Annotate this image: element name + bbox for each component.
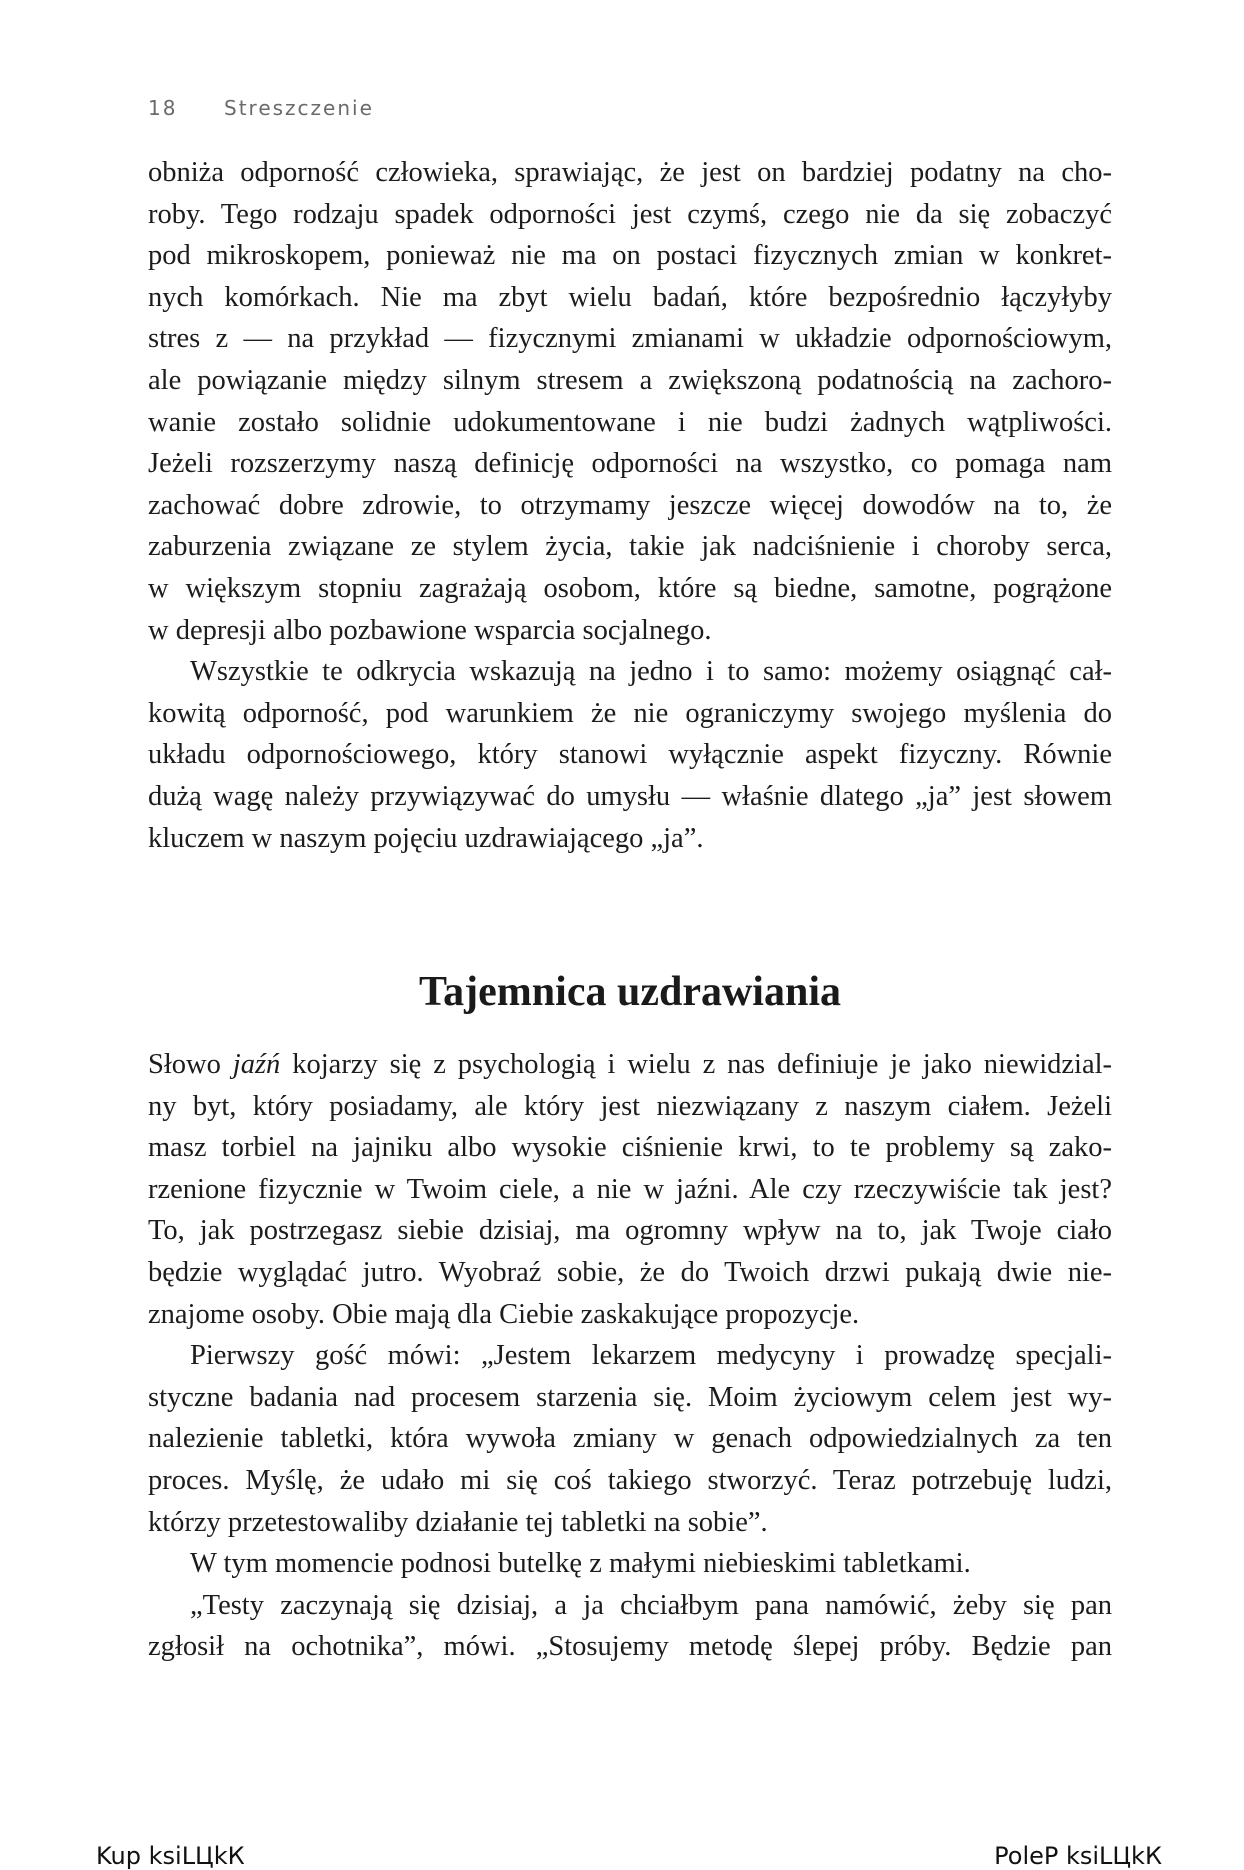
text-line: dużą wagę należy przywiązywać do umysłu — właśnie dlatego „ja” jest słowem <box>148 780 1112 812</box>
text-line: Wszystkie te odkrycia wskazują na jedno i to samo: możemy osiągnąć cał- <box>190 656 1112 688</box>
text-line: ny byt, który posiadamy, ale który jest niezwiązany z naszym ciałem. Jeżeli <box>148 1090 1112 1122</box>
text-line: nalezienie tabletki, która wywoła zmiany w genach odpowiedzialnych za ten <box>148 1423 1112 1455</box>
text-line: rzenione fizycznie w Twoim ciele, a nie w jaźni. Ale czy rzeczywiście tak jest? <box>148 1173 1112 1205</box>
text-line: ale powiązanie między silnym stresem a zwiększoną podatnością na zachoro- <box>148 364 1112 396</box>
buy-book-link[interactable]: Kup ksiLЦkК <box>96 1842 245 1870</box>
italic-term: jaźń <box>232 1049 281 1080</box>
text-line: w większym stopniu zagrażają osobom, które są biedne, samotne, pogrążone <box>148 572 1112 604</box>
text-line: którzy przetestowaliby działanie tej tabletki na sobie”. <box>148 1506 768 1538</box>
text-line: masz torbiel na jajniku albo wysokie ciśnienie krwi, to te problemy są zako- <box>148 1132 1112 1164</box>
running-head <box>148 96 374 120</box>
text-line: stres z — na przykład — fizycznymi zmianami w układzie odpornościowym, <box>148 323 1112 355</box>
text-line: kowitą odporność, pod warunkiem że nie ograniczymy swojego myślenia do <box>148 697 1112 729</box>
text-line: To, jak postrzegasz siebie dzisiaj, ma ogromny wpływ na to, jak Twoje ciało <box>148 1215 1112 1247</box>
text-line: wanie zostało solidnie udokumentowane i nie budzi żadnych wątpliwości. <box>148 406 1112 438</box>
text-line: proces. Myślę, że udało mi się coś takiego stworzyć. Teraz potrzebuję ludzi, <box>148 1464 1112 1496</box>
section-heading: Tajemnica uzdrawiania <box>419 969 841 1015</box>
text-line: Jeżeli rozszerzymy naszą definicję odporności na wszystko, co pomaga nam <box>148 448 1112 480</box>
text-line: zaburzenia związane ze stylem życia, takie jak nadciśnienie i choroby serca, <box>148 531 1112 563</box>
text-segment: Słowo <box>148 1049 233 1080</box>
text-line: kluczem w naszym pojęciu uzdrawiającego „ja”. <box>148 822 704 854</box>
recommend-book-link[interactable]: PoleР ksiLЦkК <box>994 1842 1162 1870</box>
text-line <box>148 1044 1112 1086</box>
section-2-text <box>148 1044 1112 1668</box>
text-line: „Testy zaczynają się dzisiaj, a ja chciałbym pana namówić, żeby się pan <box>190 1589 1112 1621</box>
text-line: W tym momencie podnosi butelkę z małymi niebieskimi tabletkami. <box>190 1548 971 1580</box>
text-line: zachować dobre zdrowie, to otrzymamy jeszcze więcej dowodów na to, że <box>148 489 1112 521</box>
text-line: pod mikroskopem, ponieważ nie ma on postaci fizycznych zmian w konkret- <box>148 240 1112 272</box>
running-title: Streszczenie <box>224 96 374 120</box>
text-line: styczne badania nad procesem starzenia się. Moim życiowym celem jest wy- <box>148 1381 1112 1413</box>
text-segment: kojarzy się z psychologią i wielu z nas definiuje je jako niewidzial- <box>280 1049 1112 1080</box>
text-line: roby. Tego rodzaju spadek odporności jest czymś, czego nie da się zobaczyć <box>148 198 1112 230</box>
text-line: obniża odporność człowieka, sprawiając, że jest on bardziej podatny na cho- <box>148 157 1112 188</box>
text-line: będzie wyglądać jutro. Wyobraź sobie, że do Twoich drzwi pukają dwie nie- <box>148 1256 1112 1288</box>
text-line: w depresji albo pozbawione wsparcia socjalnego. <box>148 614 712 646</box>
section-1-text <box>148 152 1112 859</box>
text-line: Pierwszy gość mówi: „Jestem lekarzem medycyny i prowadzę specjali- <box>190 1340 1112 1372</box>
page-number: 18 <box>148 96 178 120</box>
text-line: znajome osoby. Obie mają dla Ciebie zaskakujące propozycje. <box>148 1298 860 1330</box>
text-line: zgłosił na ochotnika”, mówi. „Stosujemy metodę ślepej próby. Będzie pan <box>148 1631 1112 1663</box>
text-line: układu odpornościowego, który stanowi wyłącznie aspekt fizyczny. Równie <box>148 739 1112 771</box>
text-line: nych komórkach. Nie ma zbyt wielu badań, które bezpośrednio łączyłyby <box>148 281 1112 313</box>
